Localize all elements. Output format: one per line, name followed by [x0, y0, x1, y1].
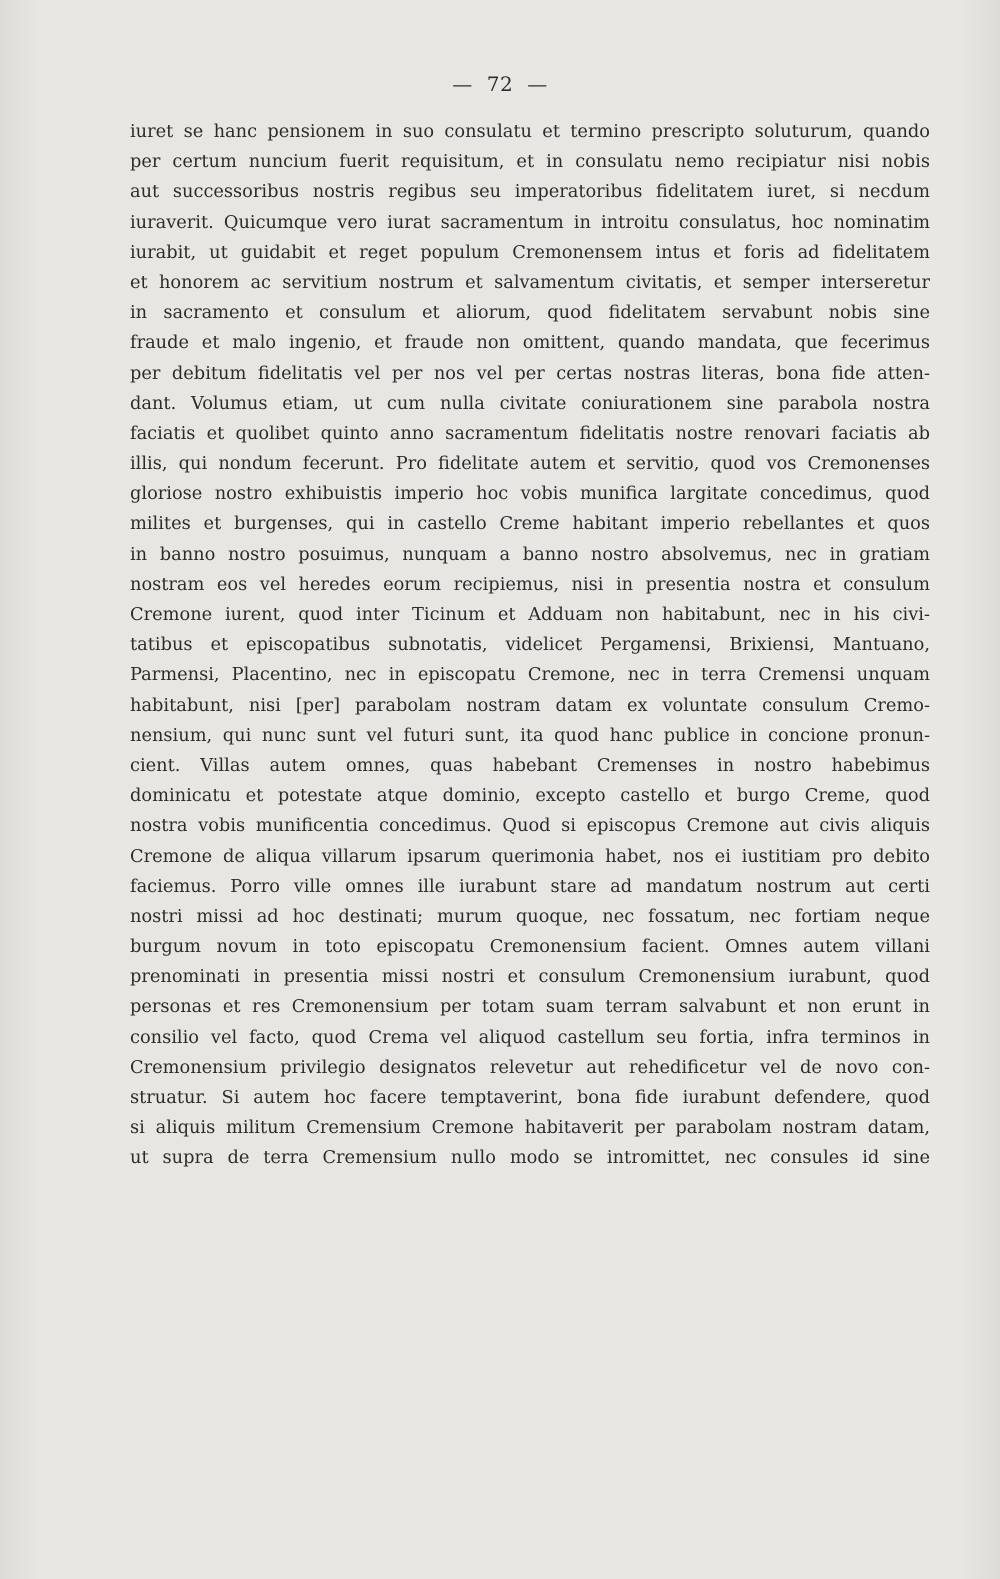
text-line: faciemus. Porro ville omnes ille iurabunt stare ad mandatum nostrum aut certi	[130, 875, 930, 897]
text-line: Parmensi, Placentino, nec in episcopatu Cremone, nec in terra Cremensi unquam	[130, 664, 930, 686]
page-number-dash-right: —	[527, 72, 548, 96]
text-line: personas et res Cremonensium per totam suam terram salvabunt et non erunt in	[130, 996, 930, 1018]
page-number-header	[0, 72, 1000, 96]
text-line: nostram eos vel heredes eorum recipiemus, nisi in presentia nostra et consulum	[130, 573, 930, 595]
text-line: iurabit, ut guidabit et reget populum Cremonensem intus et foris ad fidelitatem	[130, 241, 930, 263]
text-line: milites et burgenses, qui in castello Creme habitant imperio rebellantes et quos	[130, 513, 930, 535]
text-line: Cremonensium privilegio designatos relevetur aut rehedificetur vel de novo con-	[130, 1056, 930, 1078]
text-line: Cremone de aliqua villarum ipsarum querimonia habet, nos ei iustitiam pro debito	[130, 845, 930, 867]
text-line: si aliquis militum Cremensium Cremone habitaverit per parabolam nostram datam,	[130, 1117, 930, 1139]
text-line: struatur. Si autem hoc facere temptaverint, bona fide iurabunt defendere, quod	[130, 1087, 930, 1108]
text-line: fraude et malo ingenio, et fraude non omittent, quando mandata, que fecerimus	[130, 332, 930, 354]
page-number: 72	[486, 72, 514, 96]
text-line: per debitum fidelitatis vel per nos vel per certas nostras literas, bona fide atten-	[130, 362, 930, 384]
text-line: tatibus et episcopatibus subnotatis, videlicet Pergamensi, Brixiensi, Mantuano,	[130, 634, 930, 656]
text-line: habitabunt, nisi [per] parabolam nostram datam ex voluntate consulum Cremo-	[130, 694, 930, 716]
text-line: consilio vel facto, quod Crema vel aliquod castellum seu fortia, infra terminos in	[130, 1026, 930, 1048]
text-line: ut supra de terra Cremensium nullo modo se intromittet, nec consules id sine	[130, 1147, 930, 1169]
text-line: dominicatu et potestate atque dominio, excepto castello et burgo Creme, quod	[130, 785, 930, 807]
text-line: Cremone iurent, quod inter Ticinum et Adduam non habitabunt, nec in his civi-	[130, 604, 930, 625]
text-line: et honorem ac servitium nostrum et salvamentum civitatis, et semper interseretur	[130, 271, 930, 293]
text-line: illis, qui nondum fecerunt. Pro fidelitate autem et servitio, quod vos Cremonenses	[130, 453, 930, 475]
text-line: iuret se hanc pensionem in suo consulatu et termino prescripto soluturum, quando	[130, 121, 930, 142]
text-line: in sacramento et consulum et aliorum, quod fidelitatem servabunt nobis sine	[130, 302, 930, 324]
text-line: nostri missi ad hoc destinati; murum quoque, nec fossatum, nec fortiam neque	[130, 905, 930, 927]
text-line: gloriose nostro exhibuistis imperio hoc vobis munifica largitate concedimus, quod	[130, 483, 930, 505]
text-line: dant. Volumus etiam, ut cum nulla civitate coniurationem sine parabola nostra	[130, 392, 930, 414]
text-line: nostra vobis munificentia concedimus. Quod si episcopus Cremone aut civis aliquis	[130, 815, 930, 837]
body-text	[130, 117, 930, 1174]
text-line: in banno nostro posuimus, nunquam a banno nostro absolvemus, nec in gratiam	[130, 543, 930, 565]
text-line: nensium, qui nunc sunt vel futuri sunt, ita quod hanc publice in concione pronun-	[130, 724, 930, 746]
text-line: faciatis et quolibet quinto anno sacramentum fidelitatis nostre renovari faciatis ab	[130, 422, 930, 444]
text-line: aut successoribus nostris regibus seu imperatoribus fidelitatem iuret, si necdum	[130, 181, 930, 203]
text-line: cient. Villas autem omnes, quas habebant Cremenses in nostro habebimus	[130, 754, 930, 776]
text-line: prenominati in presentia missi nostri et consulum Cremonensium iurabunt, quod	[130, 966, 930, 988]
text-line: iuraverit. Quicumque vero iurat sacramentum in introitu consulatus, hoc nominatim	[130, 211, 930, 233]
text-line: per certum nuncium fuerit requisitum, et in consulatu nemo recipiatur nisi nobis	[130, 151, 930, 173]
text-line: burgum novum in toto episcopatu Cremonensium facient. Omnes autem villani	[130, 936, 930, 958]
page-number-dash-left: —	[452, 72, 473, 96]
